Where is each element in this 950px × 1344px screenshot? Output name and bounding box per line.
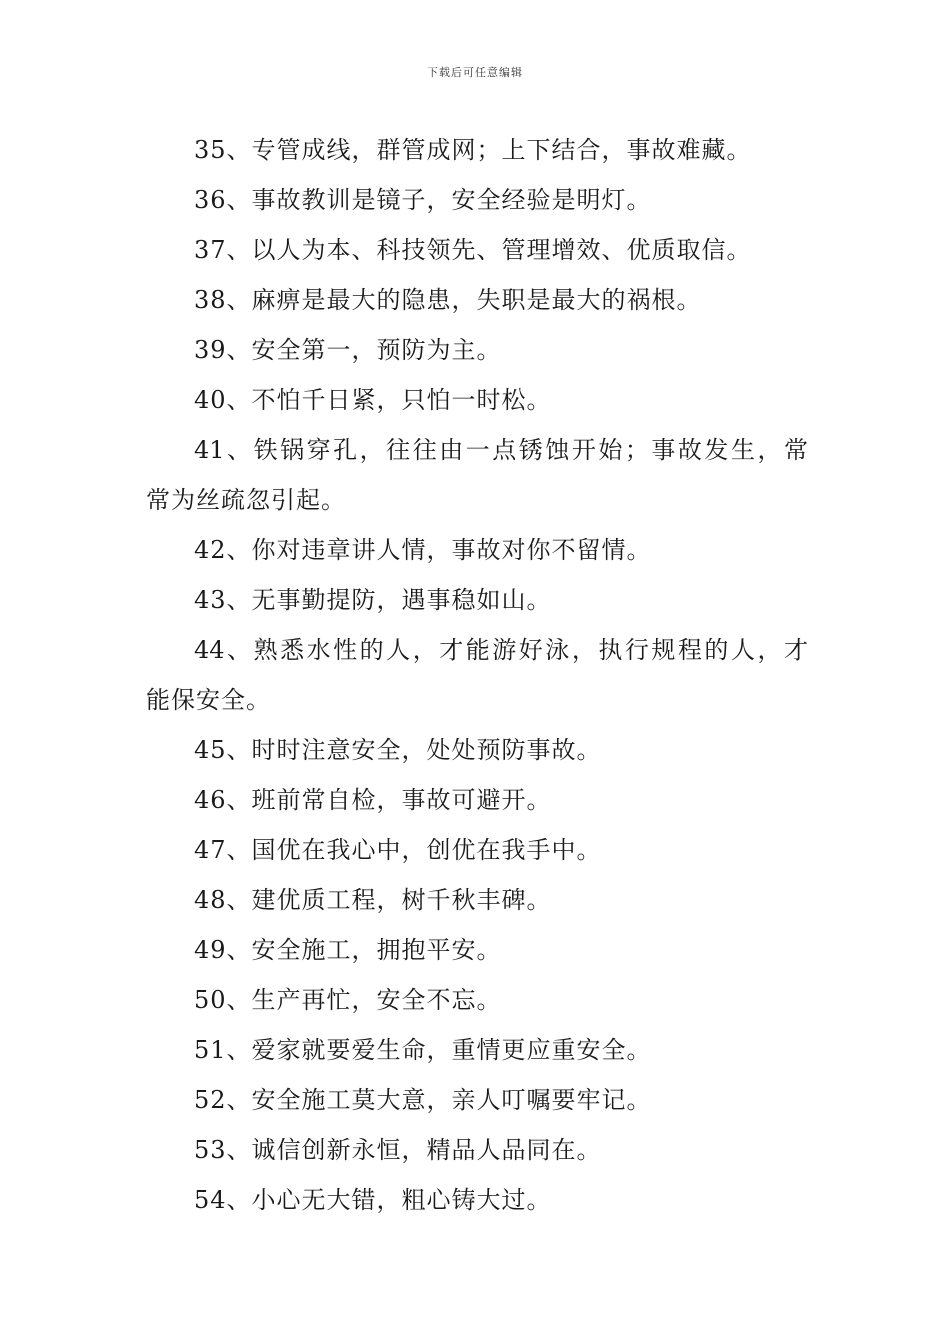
slogan-item-46: 46、班前常自检，事故可避开。 [194, 786, 552, 814]
slogan-item-41-line-1: 41、铁锅穿孔，往往由一点锈蚀开始；事故发生，常 [194, 436, 808, 464]
slogan-item-40: 40、不怕千日紧，只怕一时松。 [194, 386, 552, 414]
slogan-item-47: 47、国优在我心中，创优在我手中。 [194, 836, 602, 864]
slogan-item-50: 50、生产再忙，安全不忘。 [194, 986, 502, 1014]
slogan-item-44-line-2: 能保安全。 [146, 686, 271, 714]
slogan-item-44-line-1: 44、熟悉水性的人，才能游好泳，执行规程的人，才 [194, 636, 808, 664]
slogan-item-53: 53、诚信创新永恒，精品人品同在。 [194, 1136, 602, 1164]
slogan-item-45: 45、时时注意安全，处处预防事故。 [194, 736, 602, 764]
page-header: 下载后可任意编辑 [427, 66, 523, 79]
slogan-item-49: 49、安全施工，拥抱平安。 [194, 936, 502, 964]
slogan-list [146, 125, 808, 1225]
slogan-item-35: 35、专管成线，群管成网；上下结合，事故难藏。 [194, 136, 752, 164]
slogan-item-54: 54、小心无大错，粗心铸大过。 [194, 1186, 552, 1214]
slogan-item-41-line-2: 常为丝疏忽引起。 [146, 486, 346, 514]
slogan-item-42: 42、你对违章讲人情，事故对你不留情。 [194, 536, 652, 564]
slogan-item-51: 51、爱家就要爱生命，重情更应重安全。 [194, 1036, 652, 1064]
slogan-item-48: 48、建优质工程，树千秋丰碑。 [194, 886, 552, 914]
slogan-item-39: 39、安全第一，预防为主。 [194, 336, 502, 364]
slogan-item-43: 43、无事勤提防，遇事稳如山。 [194, 586, 552, 614]
slogan-item-38: 38、麻痹是最大的隐患，失职是最大的祸根。 [194, 286, 702, 314]
slogan-item-36: 36、事故教训是镜子，安全经验是明灯。 [194, 186, 652, 214]
slogan-item-37: 37、以人为本、科技领先、管理增效、优质取信。 [194, 236, 752, 264]
slogan-item-52: 52、安全施工莫大意，亲人叮嘱要牢记。 [194, 1086, 652, 1114]
